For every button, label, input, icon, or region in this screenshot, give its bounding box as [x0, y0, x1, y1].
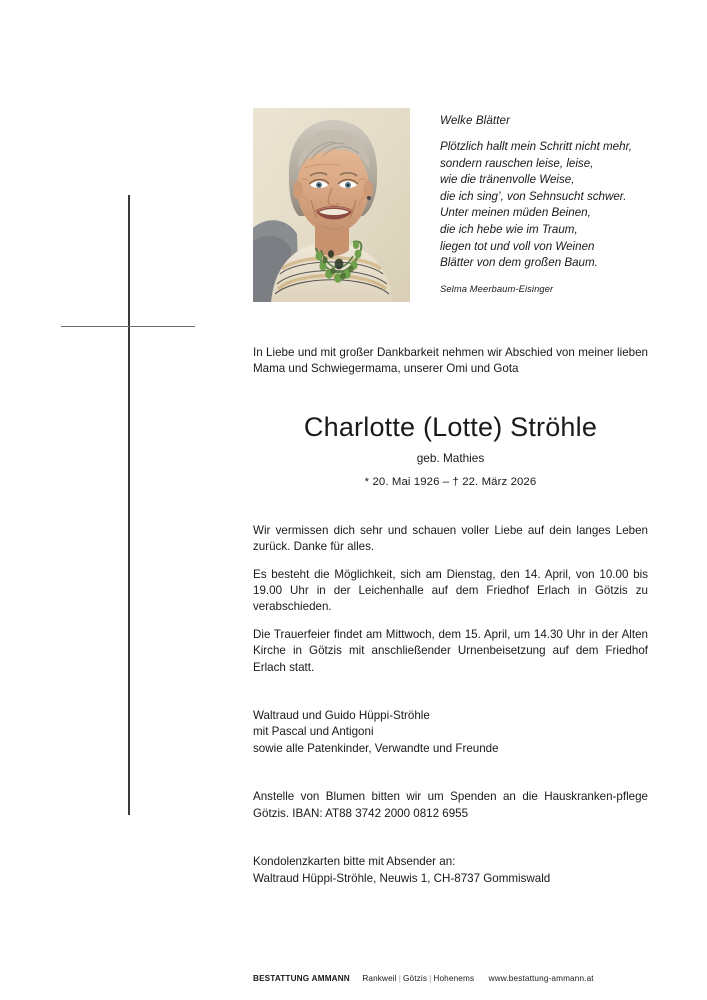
- maiden-name: geb. Mathies: [416, 450, 485, 465]
- family-line: sowie alle Patenkinder, Verwandte und Freunde: [253, 741, 499, 755]
- poem-line: wie die tränenvolle Weise,: [440, 173, 575, 187]
- poem-line: sondern rauschen leise, leise,: [440, 156, 594, 170]
- poem-line: Blätter von dem großen Baum.: [440, 256, 598, 270]
- condolence-line: Kondolenzkarten bitte mit Absender an:: [253, 855, 456, 869]
- footer-brand-prefix: BESTATTUNG: [253, 974, 310, 983]
- poem-line: liegen tot und voll von Weinen: [440, 239, 595, 253]
- announcement-intro: In Liebe und mit großer Dankbarkeit nehmen wir Abschied von meiner lieben Mama und Schwiegermama, unserer Omi und Gota: [253, 346, 648, 376]
- cross-vertical-bar: [128, 195, 130, 815]
- donation-note: Anstelle von Blumen bitten wir um Spenden an die Hauskranken-pflege Götzis. IBAN: AT88 3742 2000 0812 6955: [253, 790, 648, 820]
- body-paragraph-2: Es besteht die Möglichkeit, sich am Dienstag, den 14. April, von 10.00 bis 19.00 Uhr in der Leichenhalle auf dem Friedhof Erlach in Götzis zu verabschieden.: [253, 567, 648, 614]
- poem-line: die ich hebe wie im Traum,: [440, 222, 578, 236]
- footer: [253, 973, 594, 985]
- footer-town: Götzis: [403, 974, 428, 983]
- condolence-line: Waltraud Hüppi-Ströhle, Neuwis 1, CH-8737 Gommiswald: [253, 871, 551, 885]
- footer-website[interactable]: www.bestattung-ammann.at: [488, 974, 594, 983]
- poem-line: Unter meinen müden Beinen,: [440, 206, 591, 220]
- poem-body: [440, 139, 665, 272]
- family-block: [253, 708, 648, 757]
- family-line: mit Pascal und Antigoni: [253, 725, 374, 739]
- footer-town: Hohenems: [433, 974, 475, 983]
- poem-line: die ich sing’, von Sehnsucht schwer.: [440, 189, 627, 203]
- life-dates: * 20. Mai 1926 – † 22. März 2026: [364, 475, 537, 488]
- cross-horizontal-bar: [61, 326, 195, 327]
- body-paragraph-1: Wir vermissen dich sehr und schauen voller Liebe auf dein langes Leben zurück. Danke für alles.: [253, 523, 648, 554]
- condolence-block: [253, 854, 648, 887]
- family-line: Waltraud und Guido Hüppi-Ströhle: [253, 709, 430, 723]
- obituary-content: [253, 345, 648, 887]
- footer-separator: |: [398, 974, 402, 983]
- poem-line: Plötzlich hallt mein Schritt nicht mehr,: [440, 140, 633, 153]
- deceased-name-block: [253, 410, 648, 491]
- poem-title: Welke Blätter: [440, 114, 511, 127]
- portrait-illustration: [253, 108, 410, 302]
- deceased-name: Charlotte (Lotte) Ströhle: [303, 411, 598, 442]
- portrait-photo: [253, 108, 410, 302]
- poem-block: [440, 112, 665, 296]
- footer-brand-name: AMMANN: [311, 974, 350, 983]
- footer-town: Rankweil: [362, 974, 397, 983]
- footer-separator: |: [429, 974, 432, 983]
- poem-author: Selma Meerbaum-Eisinger: [440, 282, 554, 294]
- body-paragraph-3: Die Trauerfeier findet am Mittwoch, dem 15. April, um 14.30 Uhr in der Alten Kirche in Götzis mit anschließender Urnenbeisetzung auf dem Friedhof Erlach statt.: [253, 627, 648, 674]
